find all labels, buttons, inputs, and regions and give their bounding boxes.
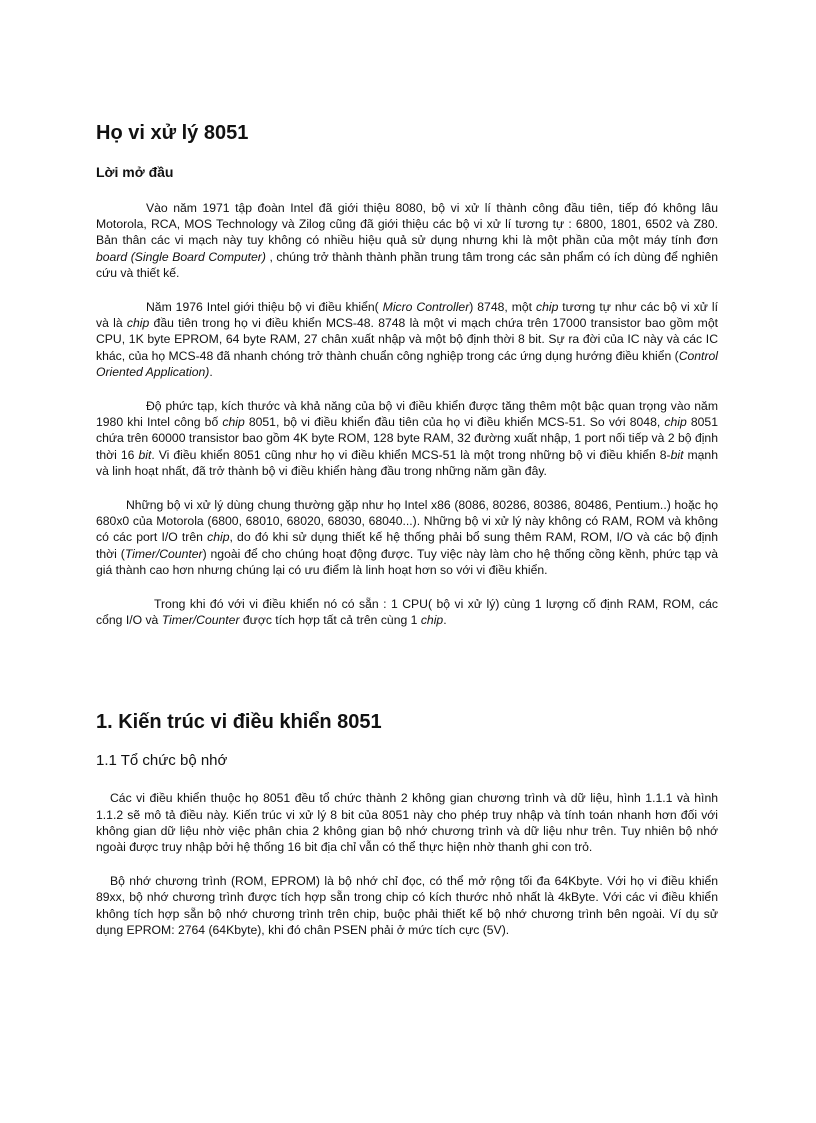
text-run: đầu tiên trong họ vi điều khiển MCS-48. 8748 là một vi mạch chứa trên 17000 transistor bao gồm một CPU, 1K byte EPROM, 64 byte RAM, 27 chân xuất nhập và một bộ định thời 8 bit. Sự ra đời của IC này và các IC khác, của họ MCS-48 đã nhanh chóng trở thành chuẩn công nghiệp trong các ứng dụng hướng điều khiển ( <box>96 316 718 363</box>
text-run: 8051 chứa trên 60000 transistor bao gồm 4K byte ROM, 128 byte RAM, 32 đường xuất nhập, 1 port nối tiếp và 2 bộ định thời 16 <box>96 415 718 462</box>
text-run: , chúng trở thành thành phần trung tâm trong các sản phẩm có ích dùng để nghiên cứu và thiết kế. <box>96 249 719 280</box>
text-run: Năm 1976 Intel giới thiệu bộ vi điều khiển( <box>146 300 383 315</box>
text-run: . <box>209 364 213 379</box>
italic-text-run: Micro Controller <box>382 300 470 315</box>
italic-text-run: chip <box>420 613 444 628</box>
intro-heading: Lời mở đầu <box>96 164 174 180</box>
text-run: . Vi điều khiển 8051 cũng như họ vi điều khiển MCS-51 là một trong những bộ vi điều khiển 8- <box>151 447 671 462</box>
text-run: Những bộ vi xử lý dùng chung thường gặp như họ Intel x86 (8086, 80286, 80386, 80486, Pentium..) hoặc họ 680x0 của Motorola (6800, 68010, 68020, 68030, 68040...). Những bộ vi xử lý này không có RAM, ROM và không có các port I/O trên <box>96 498 718 545</box>
italic-text-run: chip <box>222 415 245 430</box>
italic-text-run: bit <box>670 447 684 462</box>
intro-paragraph-3 <box>96 398 718 479</box>
italic-text-run: Timer/Counter <box>124 546 203 561</box>
text-run: Độ phức tạp, kích thước và khả năng của bộ vi điều khiển được tăng thêm một bậc quan trọng vào năm 1980 khi Intel công bố <box>96 399 718 430</box>
text-run: Vào năm 1971 tập đoàn Intel đã giới thiệu 8080, bộ vi xử lí thành công đầu tiên, tiếp đó không lâu Motorola, RCA, MOS Technology và Zilog cũng đã giới thiệu các bộ vi xử lí tương tự : 6800, 1801, 6502 và Z80. Bản thân các vi mạch này tuy không có nhiều hiệu quả sử dụng nhưng khi là một phần của một máy tính đơn <box>96 201 718 248</box>
italic-text-run: chip <box>207 530 230 545</box>
text-run: 8051, bộ vi điều khiển đầu tiên của họ vi điều khiển MCS-51. So với 8048, <box>244 415 665 430</box>
text-run: ) 8748, một <box>469 300 536 315</box>
intro-paragraph-5 <box>96 596 718 628</box>
document-content <box>96 118 718 938</box>
section-paragraph-2: Bộ nhớ chương trình (ROM, EPROM) là bộ nhớ chỉ đọc, có thể mở rộng tối đa 64Kbyte. Với họ vi điều khiển 89xx, bộ nhớ chương trình được tích hợp sẵn trong chip có kích thước nhỏ nhất là 4kByte. Với các vi điều khiển không tích hợp sẵn bộ nhớ chương trình trên chip, buộc phải thiết kế bộ nhớ chương trình bên ngoài. Ví dụ sử dụng EPROM: 2764 (64Kbyte), khi đó chân PSEN phải ở mức tích cực (5V). <box>96 874 718 937</box>
text-run: . <box>443 613 447 628</box>
text-run: được tích hợp tất cả trên cùng 1 <box>239 613 421 628</box>
italic-text-run: bit <box>138 447 152 462</box>
italic-text-run: board (Single Board Computer) <box>96 249 266 264</box>
text-run: mạnh và linh hoạt nhất, đã trở thành bộ vi điều khiển hàng đầu trong những năm gần đây. <box>96 447 718 478</box>
intro-paragraph-2 <box>96 299 718 380</box>
italic-text-run: Timer/Counter <box>161 613 240 628</box>
italic-text-run: chip <box>535 300 559 315</box>
italic-text-run: chip <box>664 415 687 430</box>
intro-paragraph-1 <box>96 200 718 281</box>
italic-text-run: Control Oriented Application) <box>96 348 718 379</box>
subsection-heading: 1.1 Tổ chức bộ nhớ <box>96 752 228 770</box>
page-title: Họ vi xử lý 8051 <box>96 122 249 144</box>
text-run: tương tự như các bộ vi xử lí và là <box>96 300 718 331</box>
italic-text-run: chip <box>126 316 150 331</box>
section-paragraph-1: Các vi điều khiển thuộc họ 8051 đều tổ chức thành 2 không gian chương trình và dữ liệu, hình 1.1.1 và hình 1.1.2 sẽ mô tả điều này. Kiến trúc vi xử lý 8 bit của 8051 này cho phép truy nhập và tính toán nhanh hơn đối với không gian dữ liệu nhờ việc phân chia 2 không gian bộ nhớ chương trình và dữ liệu như trên. Tuy nhiên bộ nhớ ngoài được truy nhập bởi hệ thống 16 bit địa chỉ vẫn có thể thực hiện nhờ thanh ghi con trỏ. <box>96 791 718 855</box>
intro-paragraph-4 <box>96 497 718 578</box>
text-run: ) ngoài để cho chúng hoạt động được. Tuy việc này làm cho hệ thống cồng kềnh, phức tạp và giá thành cao hơn nhưng chúng lại có ưu điểm là linh hoạt hơn so với vi điều khiển. <box>96 546 719 577</box>
text-run: , do đó khi sử dụng thiết kế hệ thống phải bổ sung thêm RAM, ROM, I/O và các bộ định thời ( <box>96 530 718 561</box>
text-run: Trong khi đó với vi điều khiển nó có sẵn : 1 CPU( bộ vi xử lý) cùng 1 lượng cố định RAM, ROM, các cổng I/O và <box>96 597 718 628</box>
section-heading: 1. Kiến trúc vi điều khiển 8051 <box>96 711 382 734</box>
